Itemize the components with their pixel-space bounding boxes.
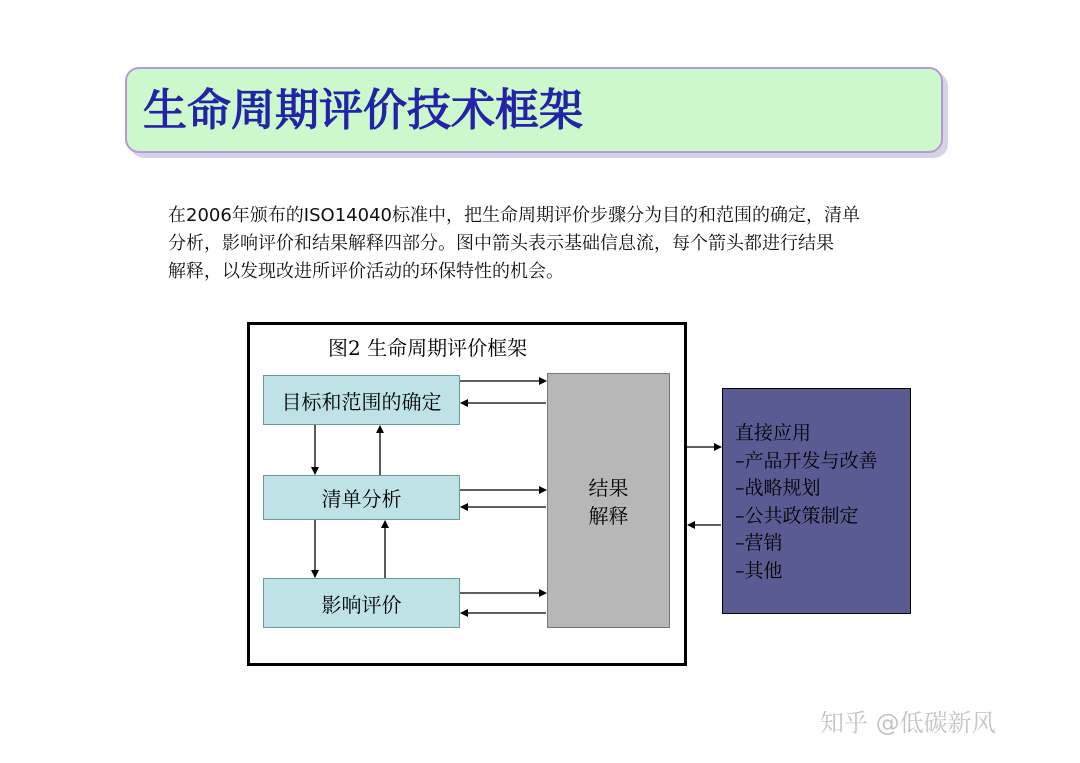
intro-line-3: 解释，以发现改进所评价活动的环保特性的机会。	[168, 261, 564, 282]
stage-inventory-analysis: 清单分析	[263, 475, 460, 520]
stage-goal-scope: 目标和范围的确定	[263, 375, 460, 425]
watermark: 知乎 @低碳新风	[820, 709, 996, 737]
interpretation-line-1: 结果	[588, 476, 629, 500]
applications-heading: 直接应用	[735, 422, 812, 444]
application-item: –公共政策制定	[735, 504, 859, 527]
interpretation-line-2: 解释	[588, 504, 629, 528]
application-item: –其他	[735, 559, 783, 582]
application-item: –营销	[735, 532, 783, 554]
figure-caption: 图2 生命周期评价框架	[328, 336, 528, 360]
intro-line-1: 在2006年颁布的ISO14040标准中，把生命周期评价步骤分为目的和范围的确定，清单	[168, 205, 860, 226]
application-item: –战略规划	[735, 477, 821, 499]
page-title: 生命周期评价技术框架	[143, 85, 583, 136]
intro-line-2: 分析，影响评价和结果解释四部分。图中箭头表示基础信息流，每个箭头都进行结果	[168, 233, 834, 254]
stage-impact-assessment: 影响评价	[263, 578, 460, 628]
application-item: –产品开发与改善	[735, 449, 878, 472]
